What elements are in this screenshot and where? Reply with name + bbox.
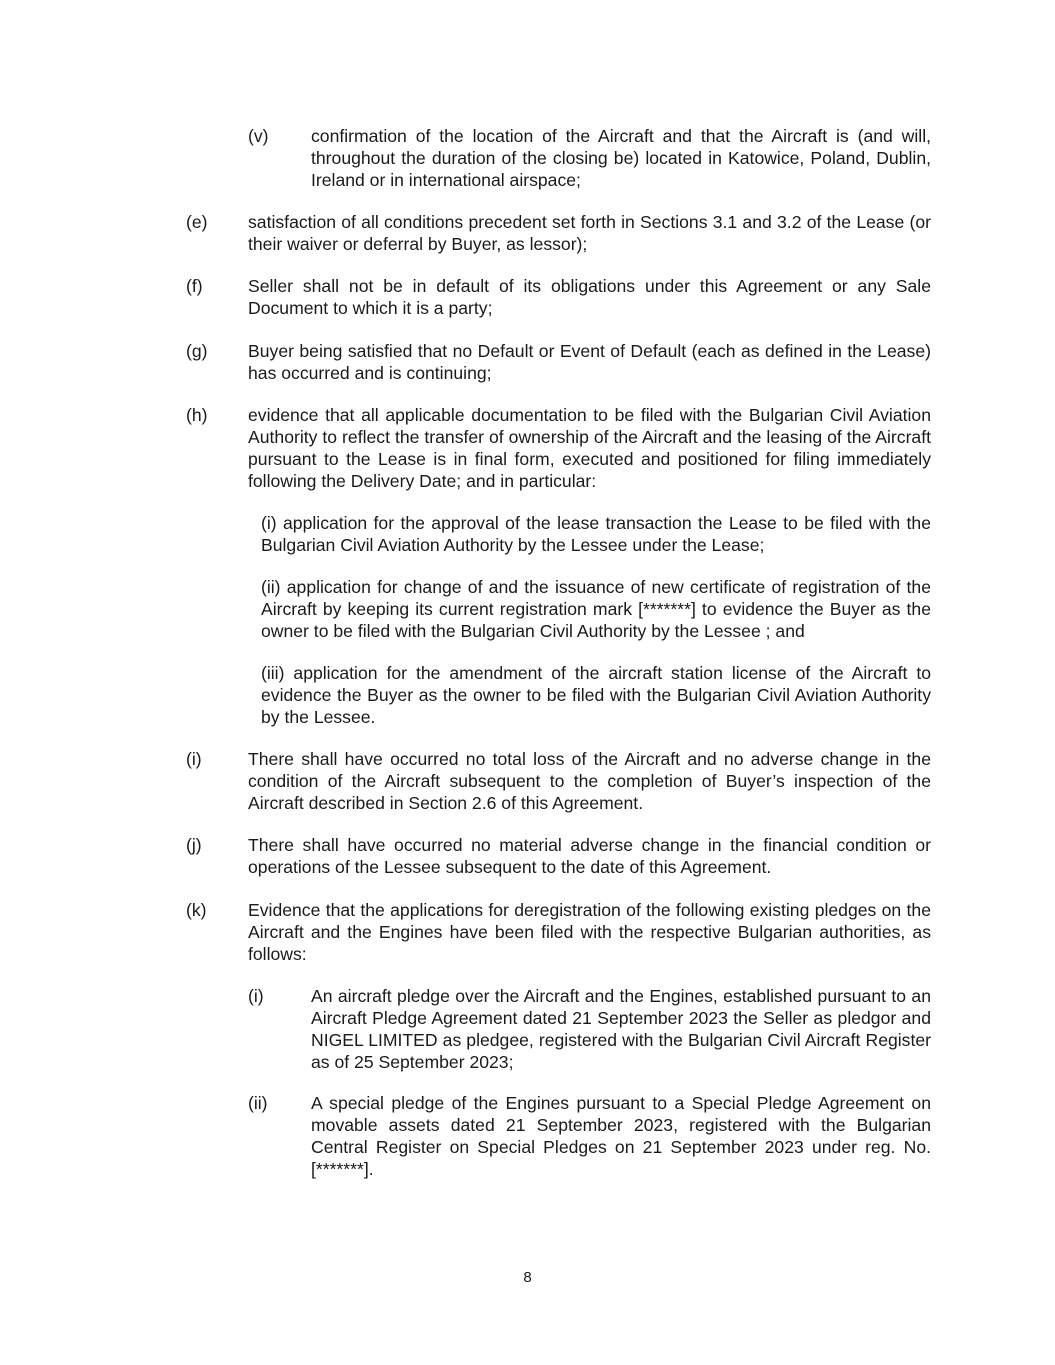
item-text-v: confirmation of the location of the Aircraft and that the Aircraft is (and will, throughout the duration of the closing be) located in Katowice, Poland, Dublin, Ireland or in international airspace;	[311, 126, 931, 190]
item-text-g: Buyer being satisfied that no Default or Event of Default (each as defined in the Lease) has occurred and is continuing;	[248, 341, 931, 383]
item-label-g: (g)	[186, 341, 208, 361]
item-text-f: Seller shall not be in default of its obligations under this Agreement or any Sale Document to which it is a party;	[248, 276, 931, 318]
item-k-sub-ii-label: (ii)	[248, 1093, 268, 1113]
item-h-sub-iii: (iii) application for the amendment of the aircraft station license of the Aircraft to evidence the Buyer as the owner to be filed with the Bulgarian Civil Aviation Authority by the Lessee.	[261, 663, 931, 727]
item-h-sub-i: (i) application for the approval of the lease transaction the Lease to be filed with the Bulgarian Civil Aviation Authority by the Lessee under the Lease;	[261, 513, 931, 555]
item-label-i: (i)	[186, 749, 202, 769]
item-label-k: (k)	[186, 900, 207, 920]
item-text-h: evidence that all applicable documentation to be filed with the Bulgarian Civil Aviation Authority to reflect the transfer of ownership of the Aircraft and the leasing of the Aircraft pursuant to the Lease is in final form, executed and positioned for filing immediately following the Delivery Date; and in particular:	[248, 405, 931, 491]
page-number: 8	[523, 1269, 532, 1286]
item-label-j: (j)	[186, 835, 202, 855]
item-text-e: satisfaction of all conditions precedent set forth in Sections 3.1 and 3.2 of the Lease (or their waiver or deferral by Buyer, as lessor);	[248, 212, 931, 254]
item-label-v: (v)	[248, 126, 269, 146]
item-k-sub-i-label: (i)	[248, 986, 264, 1006]
item-text-j: There shall have occurred no material adverse change in the financial condition or operations of the Lessee subsequent to the date of this Agreement.	[248, 835, 931, 877]
item-label-e: (e)	[186, 212, 208, 232]
item-k-sub-ii-text: A special pledge of the Engines pursuant to a Special Pledge Agreement on movable assets dated 21 September 2023, registered with the Bulgarian Central Register on Special Pledges on 21 September 2023 under reg. No. [*******].	[311, 1093, 931, 1179]
item-k-sub-i-text: An aircraft pledge over the Aircraft and the Engines, established pursuant to an Aircraft Pledge Agreement dated 21 September 2023 the Seller as pledgor and NIGEL LIMITED as pledgee, registered with the Bulgarian Civil Aircraft Register as of 25 September 2023;	[311, 986, 931, 1072]
item-label-h: (h)	[186, 405, 208, 425]
item-text-i: There shall have occurred no total loss of the Aircraft and no adverse change in the condition of the Aircraft subsequent to the completion of Buyer’s inspection of the Aircraft described in Section 2.6 of this Agreement.	[248, 749, 931, 813]
item-h-sub-ii: (ii) application for change of and the issuance of new certificate of registration of the Aircraft by keeping its current registration mark [*******] to evidence the Buyer as the owner to be filed with the Bulgarian Civil Authority by the Lessee ; and	[261, 577, 931, 641]
item-text-k: Evidence that the applications for deregistration of the following existing pledges on the Aircraft and the Engines have been filed with the respective Bulgarian authorities, as follows:	[248, 900, 931, 964]
item-label-f: (f)	[186, 276, 203, 296]
